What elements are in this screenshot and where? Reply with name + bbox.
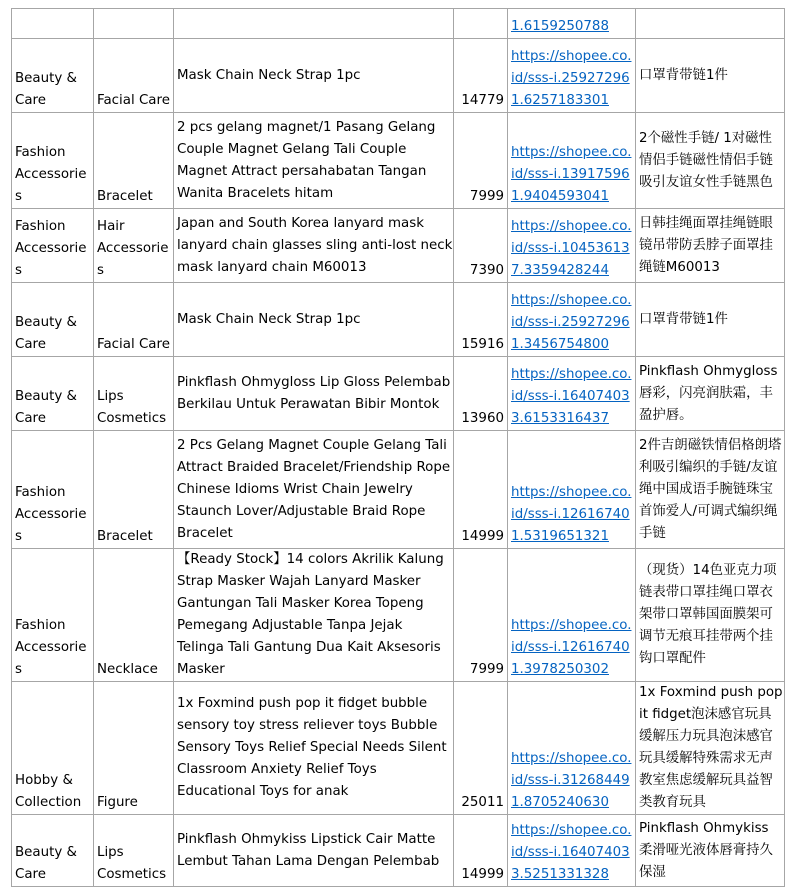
- subcategory-cell: [94, 549, 174, 682]
- product-link[interactable]: https://shopee.co.id/sss-i.104536137.3359428244: [511, 219, 632, 278]
- product-url-cell: [508, 357, 636, 431]
- product-name-cell: [174, 549, 454, 682]
- subcategory-cell-text: Hair Accessorie s: [97, 219, 169, 278]
- product-link[interactable]: 1.6159250788: [511, 19, 609, 34]
- product-name-cell: [174, 39, 454, 113]
- product-url-cell: [508, 815, 636, 887]
- chinese-name-cell-text: 口罩背带链1件: [639, 311, 728, 327]
- price-cell: [454, 549, 508, 682]
- product-name-cell-text: Japan and South Korea lanyard mask lanyard chain glasses sling anti-lost neck mask lanyard chain M60013: [177, 215, 453, 275]
- price-cell: [454, 283, 508, 357]
- product-url-cell: [508, 549, 636, 682]
- product-name-cell: [174, 209, 454, 283]
- product-table: [11, 8, 785, 887]
- category-cell: [12, 113, 94, 209]
- product-url-cell: [508, 113, 636, 209]
- subcategory-cell-text: Facial Care: [97, 93, 170, 108]
- subcategory-cell-text: Lips Cosmetics: [97, 845, 167, 882]
- product-link[interactable]: https://shopee.co.id/sss-i.259272961.6257183301: [511, 49, 632, 108]
- subcategory-cell: [94, 431, 174, 549]
- product-url-cell: [508, 209, 636, 283]
- subcategory-cell-text: Figure: [97, 795, 138, 810]
- product-name-cell: [174, 682, 454, 815]
- product-name-cell-text: 2 Pcs Gelang Magnet Couple Gelang Tali Attract Braided Bracelet/Friendship Rope Chinese Idioms Wrist Chain Jewelry Staunch Lover/Adjustable Braid Rope Bracelet: [177, 437, 451, 541]
- category-cell-text: Fashion Accessorie s: [15, 219, 87, 278]
- chinese-name-cell: [636, 549, 785, 682]
- price-cell: [454, 682, 508, 815]
- chinese-name-cell-text: 日韩挂绳面罩挂绳链眼镜吊带防丢脖子面罩挂绳链M60013: [639, 215, 773, 275]
- product-name-cell-text: 1x Foxmind push pop it fidget bubble sensory toy stress reliever toys Bubble Sensory Toys Relief Special Needs Silent Classroom Anxiety Relief Toys Educational Toys for anak: [177, 696, 447, 799]
- subcategory-cell: [94, 113, 174, 209]
- price-cell: [454, 357, 508, 431]
- table-row: [12, 431, 785, 549]
- price-cell: [454, 9, 508, 39]
- product-link[interactable]: https://shopee.co.id/sss-i.312684491.8705240630: [511, 751, 632, 810]
- category-cell: [12, 283, 94, 357]
- chinese-name-cell-text: 2件吉朗磁铁情侣格朗塔利吸引编织的手链/友谊绳中国成语手腕链珠宝首饰爱人/可调式编织绳手链: [639, 437, 782, 541]
- chinese-name-cell: [636, 283, 785, 357]
- product-name-cell: [174, 357, 454, 431]
- category-cell-text: Beauty & Care: [15, 845, 77, 882]
- subcategory-cell-text: Necklace: [97, 662, 158, 677]
- price-cell-text: 7999: [469, 189, 504, 204]
- category-cell: [12, 431, 94, 549]
- product-url-cell: [508, 431, 636, 549]
- chinese-name-cell: [636, 209, 785, 283]
- chinese-name-cell: [636, 682, 785, 815]
- chinese-name-cell: [636, 431, 785, 549]
- price-cell: [454, 39, 508, 113]
- chinese-name-cell-text: Pinkflash Ohmygloss 唇彩，闪亮润肤霜，丰盈护唇。: [639, 363, 778, 423]
- chinese-name-cell: [636, 357, 785, 431]
- subcategory-cell: [94, 9, 174, 39]
- subcategory-cell: [94, 39, 174, 113]
- chinese-name-cell-text: Pinkflash Ohmykiss 柔滑哑光液体唇膏持久保湿: [639, 820, 773, 880]
- product-name-cell: [174, 431, 454, 549]
- category-cell: [12, 682, 94, 815]
- product-name-cell-text: Mask Chain Neck Strap 1pc: [177, 67, 361, 83]
- subcategory-cell-text: Facial Care: [97, 337, 170, 352]
- price-cell: [454, 209, 508, 283]
- product-link[interactable]: https://shopee.co.id/sss-i.126167401.5319651321: [511, 485, 632, 544]
- product-name-cell: [174, 9, 454, 39]
- subcategory-cell: [94, 815, 174, 887]
- product-name-cell: [174, 113, 454, 209]
- price-cell-text: 7999: [469, 662, 504, 677]
- price-cell-text: 14999: [461, 867, 504, 882]
- price-cell-text: 15916: [461, 337, 504, 352]
- product-name-cell-text: 【Ready Stock】14 colors Akrilik Kalung Strap Masker Wajah Lanyard Masker Gantungan Tali Masker Korea Topeng Pemegang Adjustable Tanpa Jejak Telinga Tali Gantung Dua Kait Aksesoris Masker: [177, 552, 444, 677]
- product-name-cell: [174, 815, 454, 887]
- category-cell-text: Hobby & Collection: [15, 773, 82, 810]
- product-name-cell: [174, 283, 454, 357]
- chinese-name-cell-text: 2个磁性手链/ 1对磁性情侣手链磁性情侣手链吸引友谊女性手链黑色: [639, 130, 773, 190]
- product-name-cell-text: Pinkflash Ohmykiss Lipstick Cair Matte Lembut Tahan Lama Dengan Pelembab: [177, 831, 440, 869]
- chinese-name-cell-text: 1x Foxmind push pop it fidget泡沫感官玩具缓解压力玩具泡沫感官玩具缓解特殊需求无声教室焦虑缓解玩具益智类教育玩具: [639, 685, 783, 810]
- spreadsheet-page: [11, 8, 784, 882]
- subcategory-cell-text: Lips Cosmetics: [97, 389, 167, 426]
- product-link[interactable]: https://shopee.co.id/sss-i.126167401.3978250302: [511, 618, 632, 677]
- table-row: [12, 549, 785, 682]
- product-url-cell: [508, 39, 636, 113]
- category-cell: [12, 357, 94, 431]
- product-name-cell-text: 2 pcs gelang magnet/1 Pasang Gelang Couple Magnet Gelang Tali Couple Magnet Attract persahabatan Tangan Wanita Bracelets hitam: [177, 119, 436, 201]
- price-cell: [454, 815, 508, 887]
- category-cell-text: Fashion Accessorie s: [15, 145, 87, 204]
- product-name-cell-text: Mask Chain Neck Strap 1pc: [177, 311, 361, 327]
- price-cell: [454, 431, 508, 549]
- subcategory-cell: [94, 283, 174, 357]
- product-url-cell: [508, 9, 636, 39]
- price-cell-text: 14999: [461, 529, 504, 544]
- table-row: [12, 357, 785, 431]
- product-name-cell-text: Pinkflash Ohmygloss Lip Gloss Pelembab Berkilau Untuk Perawatan Bibir Montok: [177, 374, 451, 412]
- product-link[interactable]: https://shopee.co.id/sss-i.164074033.6153316437: [511, 367, 632, 426]
- chinese-name-cell: [636, 9, 785, 39]
- product-link[interactable]: https://shopee.co.id/sss-i.139175961.9404593041: [511, 145, 632, 204]
- category-cell: [12, 815, 94, 887]
- table-row: [12, 9, 785, 39]
- category-cell: [12, 9, 94, 39]
- price-cell-text: 14779: [461, 93, 504, 108]
- category-cell-text: Beauty & Care: [15, 389, 77, 426]
- table-row: [12, 209, 785, 283]
- price-cell-text: 13960: [461, 411, 504, 426]
- category-cell-text: Fashion Accessorie s: [15, 618, 87, 677]
- chinese-name-cell: [636, 815, 785, 887]
- chinese-name-cell: [636, 113, 785, 209]
- category-cell: [12, 549, 94, 682]
- price-cell: [454, 113, 508, 209]
- table-row: [12, 283, 785, 357]
- product-link[interactable]: https://shopee.co.id/sss-i.164074033.5251331328: [511, 823, 632, 882]
- price-cell-text: 7390: [469, 263, 504, 278]
- category-cell: [12, 209, 94, 283]
- subcategory-cell: [94, 357, 174, 431]
- table-row: [12, 682, 785, 815]
- table-row: [12, 39, 785, 113]
- category-cell-text: Beauty & Care: [15, 71, 77, 108]
- chinese-name-cell-text: 口罩背带链1件: [639, 67, 728, 83]
- product-url-cell: [508, 682, 636, 815]
- product-link[interactable]: https://shopee.co.id/sss-i.259272961.3456754800: [511, 293, 632, 352]
- subcategory-cell-text: Bracelet: [97, 529, 153, 544]
- category-cell-text: Fashion Accessorie s: [15, 485, 87, 544]
- table-row: [12, 113, 785, 209]
- chinese-name-cell-text: （现货）14色亚克力项链表带口罩挂绳口罩衣架带口罩韩国面膜架可调节无痕耳挂带两个挂钩口罩配件: [639, 563, 777, 666]
- subcategory-cell-text: Bracelet: [97, 189, 153, 204]
- table-row: [12, 815, 785, 887]
- category-cell-text: Beauty & Care: [15, 315, 77, 352]
- product-url-cell: [508, 283, 636, 357]
- subcategory-cell: [94, 209, 174, 283]
- subcategory-cell: [94, 682, 174, 815]
- category-cell: [12, 39, 94, 113]
- price-cell-text: 25011: [461, 795, 504, 810]
- chinese-name-cell: [636, 39, 785, 113]
